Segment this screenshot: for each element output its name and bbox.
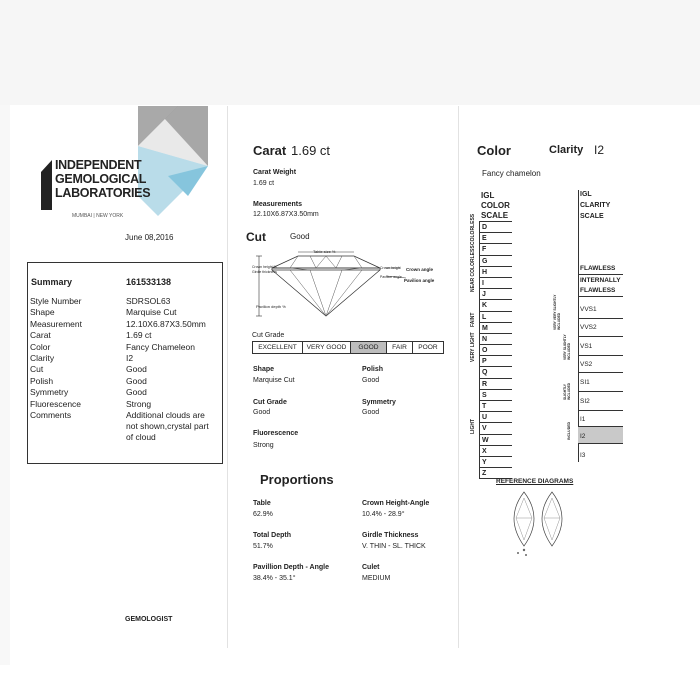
group-very-light: VERY LIGHT — [470, 332, 476, 362]
crown-label: Crown Height-Angle — [362, 500, 430, 507]
cutgrade-label: Cut Grade — [253, 399, 287, 406]
clarity-i3: I3 — [580, 452, 586, 459]
cut-heading: Cut — [246, 230, 266, 244]
summary-number: 161533138 — [126, 277, 172, 287]
clarity-i2: I2 — [580, 433, 586, 440]
summary-row-value: Good — [126, 364, 147, 375]
summary-row-key: Shape — [30, 307, 55, 318]
color-scale-letter: K — [479, 300, 512, 311]
color-scale-letter: X — [479, 446, 512, 457]
summary-row-value: Marquise Cut — [126, 307, 177, 318]
color-value: Fancy chamelon — [482, 169, 541, 178]
cut-grade-bar — [252, 341, 444, 354]
cut-grade-label: Cut Grade — [252, 332, 285, 339]
depth-value: 51.7% — [253, 543, 273, 550]
scan-background — [0, 0, 700, 105]
summary-row-key: Clarity — [30, 353, 55, 363]
clarity-line — [578, 296, 623, 297]
clarity-vs1: VS1 — [580, 343, 593, 350]
summary-row-value: Good — [126, 375, 147, 386]
pavilion-value: 38.4% - 35.1° — [253, 575, 296, 582]
color-scale-letter: W — [479, 435, 512, 446]
summary-row-value: I2 — [126, 353, 134, 363]
diagram-pavilion-angle-small: Pavilion angle — [380, 275, 402, 279]
scan-edge — [0, 105, 10, 665]
clarity-heading: Clarity — [549, 144, 584, 156]
summary-row-value: SDRSOL63 — [126, 296, 171, 306]
summary-row-key: Fluorescence — [30, 398, 82, 409]
color-scale-letter: I — [479, 278, 512, 289]
logo-line1: INDEPENDENT — [55, 158, 142, 172]
summary-row-key: Style Number — [30, 296, 82, 306]
summary-title: Summary — [31, 277, 73, 287]
color-scale-letter: U — [479, 412, 512, 423]
gemologist-label: GEMOLOGIST — [125, 616, 173, 623]
summary-row-value: Good — [126, 387, 147, 398]
fluorescence-value: Strong — [253, 442, 274, 449]
group-faint: FAINT — [470, 312, 476, 327]
polish-value: Good — [362, 377, 380, 384]
measurements-value: 12.10X6.87X3.50mm — [253, 211, 319, 218]
carat-heading: Carat — [253, 143, 287, 158]
clarity-line — [578, 372, 623, 373]
clarity-value: I2 — [594, 143, 605, 157]
color-scale-letter: V — [479, 423, 512, 434]
clarity-scale-frame — [578, 190, 579, 462]
color-scale-letter: J — [479, 289, 512, 300]
table-label: Table — [253, 500, 271, 507]
clarity-flawless-2: FLAWLESS — [580, 287, 616, 294]
clarity-internally: INTERNALLY — [580, 277, 621, 284]
diagram-pavilion-angle: Pavilion angle — [404, 278, 435, 283]
summary-row-key: Measurement — [30, 318, 82, 329]
clarity-si2: SI2 — [580, 398, 590, 405]
clarity-group-included: INCLUDED — [567, 421, 571, 440]
crown-value: 10.4% - 28.9° — [362, 511, 405, 518]
clarity-flawless: FLAWLESS — [580, 265, 616, 272]
color-scale-title-1: IGL — [481, 191, 495, 200]
grade-good: GOOD — [351, 342, 387, 353]
group-light: LIGHT — [470, 419, 476, 434]
clarity-line — [578, 318, 623, 319]
grade-excellent: EXCELLENT — [253, 342, 303, 353]
clarity-group-vvsi: VERY VERY SLIGHTLY INCLUDED — [553, 294, 561, 330]
clarity-line — [578, 274, 623, 275]
polish-label: Polish — [362, 366, 384, 373]
grade-fair: FAIR — [387, 342, 413, 353]
clarity-line — [578, 391, 623, 392]
diagram-crown-angle: Crown angle — [406, 267, 434, 272]
clarity-line — [578, 336, 623, 337]
symmetry-label: Symmetry — [362, 399, 396, 406]
grade-very-good: VERY GOOD — [303, 342, 351, 353]
clarity-i1: I1 — [580, 416, 586, 423]
diamond-profile-diagram — [250, 250, 445, 320]
reference-diagram-marquise — [500, 490, 580, 570]
color-scale-letter: R — [479, 379, 512, 390]
clarity-vvs1: VVS1 — [580, 306, 597, 313]
reference-diagrams-title: REFERENCE DIAGRAMS — [496, 478, 574, 485]
diagram-girdle: Girdle thickness — [252, 270, 277, 274]
cut-value: Good — [290, 232, 310, 241]
fluorescence-label: Fluorescence — [253, 430, 299, 437]
measurements-label: Measurements — [253, 201, 303, 208]
color-scale-title-3: SCALE — [481, 211, 509, 220]
summary-row-key: Comments — [30, 410, 72, 420]
clarity-line — [578, 410, 623, 411]
color-scale-letter: L — [479, 312, 512, 323]
logo-sub: MUMBAI | NEW YORK — [72, 213, 124, 219]
group-colorless: COLORLESS — [470, 213, 476, 245]
grade-poor: POOR — [418, 344, 438, 351]
carat-value: 1.69 ct — [291, 143, 331, 158]
group-near-colorless: NEAR COLORLESS — [470, 245, 476, 292]
color-scale-letter: T — [479, 401, 512, 412]
summary-row-key: Cut — [30, 364, 44, 375]
summary-row-value: Strong — [126, 398, 152, 409]
diagram-pavilion-depth: Pavilion depth % — [256, 304, 286, 309]
proportions-heading: Proportions — [260, 472, 334, 487]
report-date: June 08,2016 — [125, 233, 174, 242]
culet-label: Culet — [362, 564, 380, 571]
diagram-table-size: Table size % — [313, 249, 336, 254]
color-scale-letter: D — [479, 222, 512, 233]
clarity-scale-title-1: IGL — [580, 191, 592, 198]
shape-value: Marquise Cut — [253, 377, 295, 384]
color-scale-letter: E — [479, 233, 512, 244]
summary-row-value: Additional clouds are not shown,crystal part of cloud — [126, 410, 209, 442]
symmetry-value: Good — [362, 409, 380, 416]
color-scale-letter: N — [479, 334, 512, 345]
logo-line2: GEMOLOGICAL — [55, 172, 147, 186]
pavilion-label: Pavillion Depth - Angle — [253, 564, 329, 571]
carat-weight-value: 1.69 ct — [253, 180, 275, 187]
diagram-crown-height-small: Crown height — [380, 266, 401, 270]
color-scale — [479, 221, 512, 479]
clarity-vvs2: VVS2 — [580, 324, 597, 331]
diagram-crown-height: Crown height % — [252, 265, 277, 269]
summary-row-value: 12.10X6.87X3.50mm — [126, 318, 206, 329]
color-scale-letter: H — [479, 267, 512, 278]
color-scale-letter: O — [479, 345, 512, 356]
carat-weight-label: Carat Weight — [253, 169, 297, 176]
clarity-line — [578, 355, 623, 356]
clarity-vs2: VS2 — [580, 361, 593, 368]
summary-row-key: Polish — [30, 375, 54, 386]
summary-row-key: Carat — [30, 330, 51, 341]
summary-row-value: Fancy Chameleon — [126, 341, 195, 352]
clarity-group-vsi: VERY SLIGHTLY INCLUDED — [563, 334, 571, 360]
summary-row-key: Color — [30, 341, 51, 352]
color-scale-letter: P — [479, 356, 512, 367]
color-heading: Color — [477, 143, 511, 158]
depth-label: Total Depth — [253, 532, 291, 539]
color-scale-letter: F — [479, 244, 512, 255]
color-scale-letter: Q — [479, 367, 512, 378]
clarity-si1: SI1 — [580, 379, 590, 386]
color-scale-letter: Y — [479, 457, 512, 468]
clarity-group-si: SLIGHTLY INCLUDED — [563, 382, 571, 400]
shape-label: Shape — [253, 366, 275, 373]
clarity-scale-title-3: SCALE — [580, 213, 604, 220]
color-scale-letter: Z — [479, 468, 512, 479]
color-scale-letter: G — [479, 256, 512, 267]
girdle-label: Girdle Thickness — [362, 532, 419, 539]
color-scale-title-2: COLOR — [481, 201, 510, 210]
clarity-scale-title-2: CLARITY — [580, 202, 611, 209]
table-value: 62.9% — [253, 511, 273, 518]
color-scale-letter: S — [479, 390, 512, 401]
culet-value: MEDIUM — [362, 575, 391, 582]
cutgrade-value: Good — [253, 409, 271, 416]
girdle-value: V. THIN - SL. THICK — [362, 543, 426, 550]
summary-row-value: 1.69 ct — [126, 330, 152, 341]
summary-row-key: Symmetry — [30, 387, 69, 398]
logo-line3: LABORATORIES — [55, 186, 151, 200]
color-scale-letter: M — [479, 323, 512, 334]
